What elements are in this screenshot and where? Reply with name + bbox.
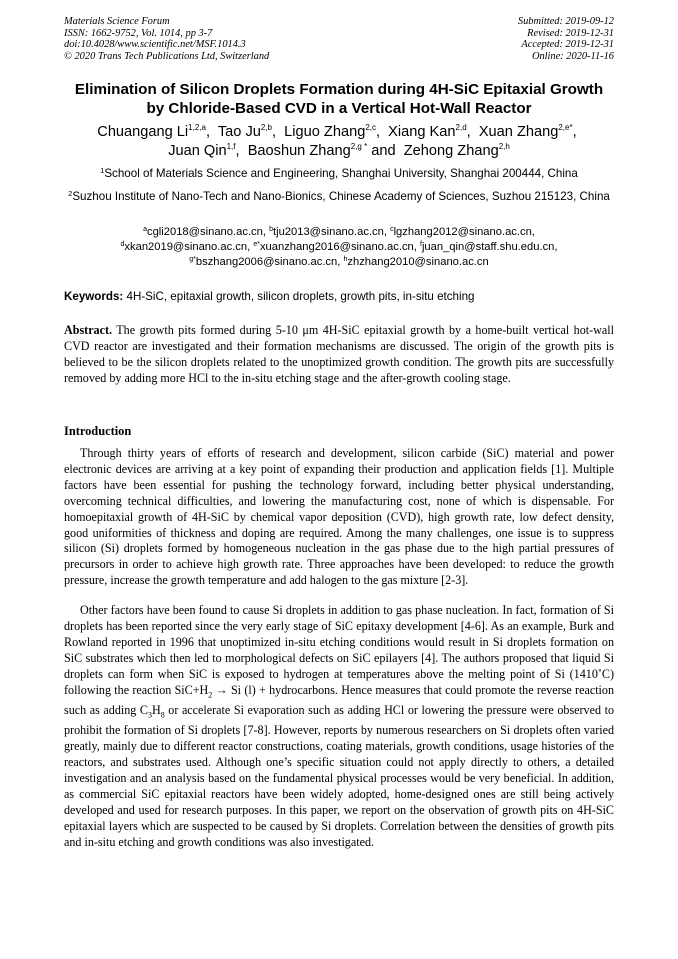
abstract-label: Abstract. <box>64 323 113 337</box>
email[interactable]: $^a$cgli2018@sinano.ac.cn, <box>143 226 270 238</box>
keywords <box>64 289 614 304</box>
section-heading-introduction: Introduction <box>64 424 132 438</box>
email[interactable]: $^{e*}$xuanzhang2016@sinano.ac.cn, <box>253 241 420 254</box>
issn: ISSN: 1662-9752, Vol. 1014, pp 3-7 <box>64 27 213 39</box>
keywords-label: Keywords: <box>64 290 124 303</box>
email[interactable]: $^f$juan_qin@staff.shu.edu.cn, <box>419 241 558 254</box>
email[interactable]: $^c$lgzhang2012@sinano.ac.cn, <box>390 226 535 238</box>
affiliation-1: $^1$School of Materials Science and Engineering, Shanghai University, Shanghai 200444, China <box>100 166 578 180</box>
email[interactable]: $^b$tju2013@sinano.ac.cn, <box>269 226 391 238</box>
keywords-text: 4H-SiC, epitaxial growth, silicon droplets, growth pits, in-situ etching <box>123 290 475 303</box>
email[interactable]: $^h$zhzhang2010@sinano.ac.cn <box>343 256 489 269</box>
author: Chuangang Li$^{1,2,a}$, <box>97 123 215 140</box>
abstract-text: The growth pits formed during 5-10 μm 4H-SiC epitaxial growth by a home-built vertical hot-wall CVD reactor are investigated and their formation mechanisms are discussed. The origin of the growth pits is believed to be the silicon droplets related to the unoptimized growth condition. The growth pits are successfully removed by adding more HCl to the in-situ etching stage and the after-growth cooling stage. <box>64 323 614 385</box>
online-date: Online: 2020-11-16 <box>531 50 614 62</box>
author: Tao Ju$^{2,b}$, <box>217 123 281 140</box>
author: Juan Qin$^{1,f}$, <box>168 142 244 159</box>
doi: doi:10.4028/www.scientific.net/MSF.1014.3 <box>64 39 246 51</box>
abstract <box>64 323 614 387</box>
email[interactable]: $^d$xkan2019@sinano.ac.cn, <box>120 241 254 254</box>
publication-dates <box>518 16 614 62</box>
arrow-icon: → <box>212 682 231 697</box>
author: Xiang Kan$^{2,d}$, <box>388 123 475 140</box>
submitted-date: Submitted: 2019-09-12 <box>517 16 614 27</box>
intro-paragraph-2: Other factors have been found to cause Si droplets in addition to gas phase nucleation. In fact, formation of Si droplets has been reported since the very early stage of SiC epitaxy development [4-6]. As an example, Burk and Rowland reported in 1996 that unoptimized in-situ etching conditions would result in Si droplets formation on SiC substrates which then led to morphological defects on SiC epilayers [4]. The authors proposed that liquid Si droplets can form when SiC is exposed to hydrogen at temperatures above the melting point of Si (1410˚C) following the reaction $SiC+H_2 \to Si$ (l) + hydrocarbons. Hence measures that could promote the reverse reaction such as adding $C_3H_8$ or accelerate Si evaporation such as adding HCl or lowering the pressure were observed to prohibit the formation of Si droplets [7-8]. However, reports by numerous researchers on Si droplets often varied greatly, mainly due to different reactor constructions, coating materials, growth conditions, usage histories of the reactors, and substrates used. Although one’s specific situation could not apply directly to others, a detailed investigation and an analysis based on the fundamental physical processes would be very beneficial. In addition, as commercial SiC epitaxial reactors have been widely adopted, home-designed ones are still being actively developed and used for research purposes. In this paper, we report on the observation of growth pits on 4H-SiC epitaxial layers which are suspected to be caused by Si droplets. Correlation between the densities of growth pits and in-situ etching and growth conditions was also investigated. <box>64 603 615 849</box>
revised-date: Revised: 2019-12-31 <box>527 27 614 39</box>
email[interactable]: $^{g*}$bszhang2006@sinano.ac.cn, <box>189 256 344 269</box>
paper-title: Elimination of Silicon Droplets Formation during 4H-SiC Epitaxial Growth by Chloride-Based CVD in a Vertical Hot-Wall Reactor <box>74 81 604 117</box>
intro-paragraph-1: Through thirty years of efforts of research and development, silicon carbide (SiC) material and power electronic devices are arriving at a key point of expanding their production and application fields [1]. Multiple factors have been essential for pushing the technology forward, including better physical understanding, overcoming technical difficulties, and lowering the manufacturing cost, none of which is dispensable. For homoepitaxial growth of 4H-SiC by chemical vapor deposition (CVD), high growth rate, low defect density, good uniformities of thickness and doping are required. Among the many challenges, one issue is to suppress silicon (Si) droplets formed by homogeneous nucleation in the gas phase due to the high partial pressures of precursors in order to achieve high growth rate. Three approaches have been developed: to reduce the growth pressure, increase the growth temperature and add halogen to the gas mixture [2-3]. <box>64 446 614 588</box>
author: Baoshun Zhang$^{2,g *}$ and <box>247 142 400 159</box>
author: Zehong Zhang$^{2,h}$ <box>403 142 510 159</box>
journal-name: Materials Science Forum <box>64 16 170 27</box>
accepted-date: Accepted: 2019-12-31 <box>521 39 614 51</box>
journal-info <box>64 16 269 62</box>
author: Xuan Zhang$^{2,e*}$, <box>478 123 581 140</box>
copyright: © 2020 Trans Tech Publications Ltd, Switzerland <box>64 50 270 62</box>
author: Liguo Zhang$^{2,c}$, <box>284 123 385 140</box>
author-list <box>64 123 614 161</box>
affiliation-2: $^2$Suzhou Institute of Nano-Tech and Nano-Bionics, Chinese Academy of Sciences, Suzhou 215123, China <box>68 189 610 203</box>
email-list <box>64 225 614 271</box>
